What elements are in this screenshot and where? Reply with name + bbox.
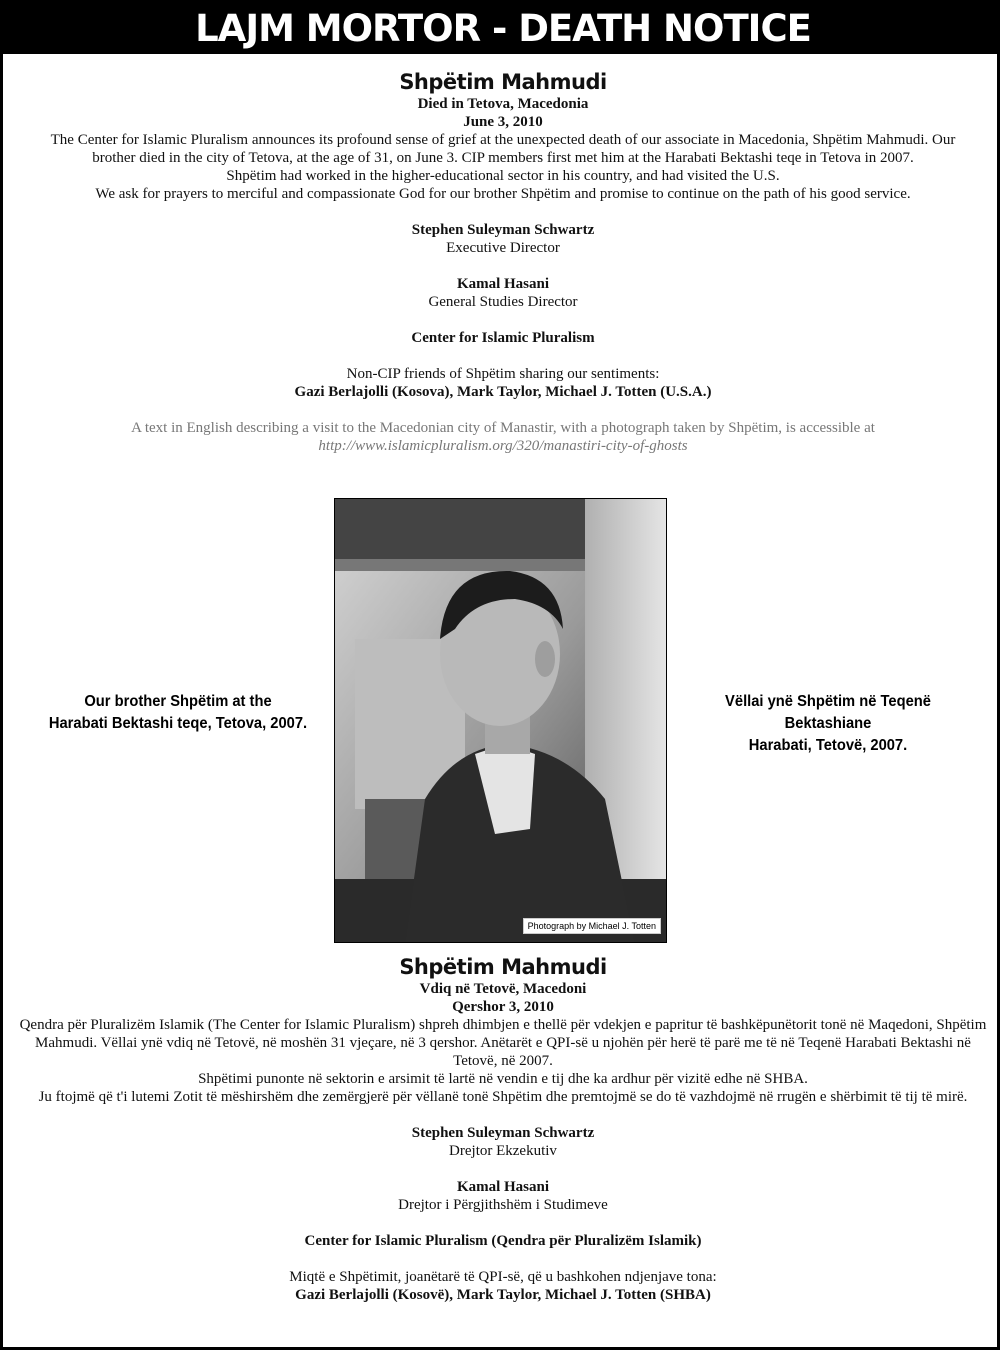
photo-credit: Photograph by Michael J. Totten — [523, 918, 661, 934]
article-link[interactable]: http://www.islamicpluralism.org/320/manastiri-city-of-ghosts — [318, 438, 688, 454]
organization-name-albanian: Center for Islamic Pluralism (Qendra për Pluralizëm Islamik) — [304, 1233, 702, 1249]
notice-banner: LAJM MORTOR - DEATH NOTICE — [3, 3, 1000, 54]
signatory-1-name-albanian: Stephen Suleyman Schwartz — [411, 1125, 595, 1141]
work-paragraph-albanian: Shpëtimi punonte në sektorin e arsimit të lartë në vendin e tij dhe ka ardhur për vizitë edhe në SHBA. — [198, 1071, 808, 1087]
friends-list: Gazi Berlajolli (Kosova), Mark Taylor, Michael J. Totten (U.S.A.) — [294, 384, 712, 400]
signatory-2-name: Kamal Hasani — [456, 276, 550, 292]
prayer-paragraph-albanian: Ju ftojmë që t'i lutemi Zotit të mëshirshëm dhe zemërgjerë për vëllanë tonë Shpëtim dhe premtojmë se do të vazhdojmë në rrugën e shërbimit të tij të mirë. — [38, 1089, 968, 1105]
date-of-death-albanian: Qershor 3, 2010 — [452, 999, 554, 1015]
signatory-1-title: Executive Director — [446, 240, 560, 256]
english-section — [3, 69, 1000, 455]
place-of-death-albanian: Vdiq në Tetovë, Macedoni — [419, 981, 587, 997]
deceased-name: Shpëtim Mahmudi — [399, 70, 607, 94]
announcement-paragraph: The Center for Islamic Pluralism announces its profound sense of grief at the unexpected death of our associate in Macedonia, Shpëtim Mahmudi. Our brother died in the city of Tetova, at the age of 31, on June 3. CIP members first met him at the Harabati Bektashi teqe in Tetova in 2007. — [50, 132, 956, 166]
friends-intro: Non-CIP friends of Shpëtim sharing our sentiments: — [346, 366, 660, 382]
prayer-paragraph: We ask for prayers to merciful and compassionate God for our brother Shpëtim and promise to continue on the path of his good service. — [95, 186, 911, 202]
portrait-photo — [334, 498, 667, 943]
signatory-2-title-albanian: Drejtor i Përgjithshëm i Studimeve — [398, 1197, 608, 1213]
date-of-death: June 3, 2010 — [463, 114, 543, 130]
work-paragraph: Shpëtim had worked in the higher-educational sector in his country, and had visited the U.S. — [226, 168, 780, 184]
link-description: A text in English describing a visit to the Macedonian city of Manastir, with a photograph taken by Shpëtim, is accessible at — [131, 420, 875, 436]
announcement-paragraph-albanian: Qendra për Pluralizëm Islamik (The Center for Islamic Pluralism) shpreh dhimbjen e thellë për vdekjen e papritur të bashkëpunëtorit tonë në Maqedoni, Shpëtim Mahmudi. Vëllai ynë vdiq në Tetovë, në moshën 31 vjeçare, në 3 qershor. Anëtarët e QPI-së u njohën për herë të parë me të në Teqenë Harabati Bektashi në Tetovë, në 2007. — [19, 1017, 987, 1069]
place-of-death: Died in Tetova, Macedonia — [417, 96, 589, 112]
photo-caption-albanian: Vëllai ynë Shpëtim në Teqenë Bektashiane Harabati, Tetovë, 2007. — [725, 693, 931, 754]
deceased-name-albanian: Shpëtim Mahmudi — [399, 955, 607, 979]
organization-name: Center for Islamic Pluralism — [411, 330, 595, 346]
albanian-section — [3, 954, 1000, 1304]
signatory-2-name-albanian: Kamal Hasani — [456, 1179, 550, 1195]
friends-list-albanian: Gazi Berlajolli (Kosovë), Mark Taylor, Michael J. Totten (SHBA) — [295, 1287, 711, 1303]
signatory-1-name: Stephen Suleyman Schwartz — [411, 222, 595, 238]
signatory-2-title: General Studies Director — [428, 294, 578, 310]
signatory-1-title-albanian: Drejtor Ekzekutiv — [449, 1143, 557, 1159]
friends-intro-albanian: Miqtë e Shpëtimit, joanëtarë të QPI-së, që u bashkohen ndjenjave tona: — [289, 1269, 717, 1285]
photo-caption-english: Our brother Shpëtim at the Harabati Bektashi teqe, Tetova, 2007. — [48, 693, 308, 732]
